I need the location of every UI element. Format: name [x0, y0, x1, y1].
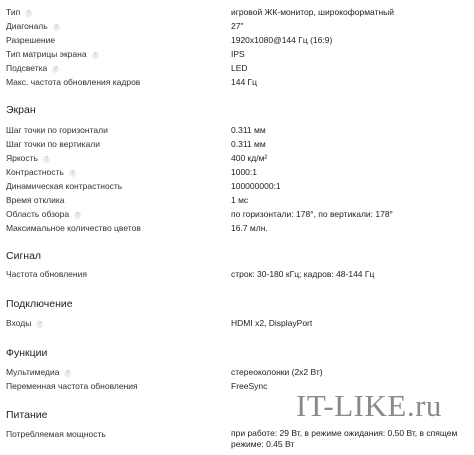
spec-value: строк: 30-180 кГц; кадров: 48-144 Гц [231, 269, 375, 279]
spec-value: стереоколонки (2x2 Вт) [231, 367, 323, 377]
spec-label: Динамическая контрастность [6, 181, 123, 191]
spec-row-v-pitch [6, 137, 474, 151]
help-icon[interactable]: ? [70, 170, 74, 176]
spec-label: Входы ? [6, 318, 42, 328]
spec-label: Контрастность ? [6, 167, 74, 177]
help-icon[interactable]: ? [54, 24, 58, 30]
spec-row-power-consumption [6, 427, 474, 451]
help-icon[interactable]: ? [38, 321, 42, 327]
spec-label: Разрешение [6, 35, 56, 45]
spec-row-inputs [6, 316, 474, 330]
spec-row-backlight [6, 61, 474, 75]
section-title-connection: Подключение [6, 298, 73, 310]
spec-value: 1000:1 [231, 167, 257, 177]
spec-row-max-refresh [6, 75, 474, 89]
spec-value: 400 кд/м² [231, 153, 268, 163]
spec-label: Тип ? [6, 7, 31, 17]
spec-label: Тип матрицы экрана ? [6, 49, 97, 59]
spec-row-dynamic-contrast [6, 179, 474, 193]
spec-value: 0.311 мм [231, 139, 266, 149]
help-icon[interactable]: ? [66, 370, 70, 376]
spec-label: Макс. частота обновления кадров [6, 77, 141, 87]
spec-value: 144 Гц [231, 77, 258, 87]
spec-row-type [6, 5, 474, 19]
spec-value: LED [231, 63, 248, 73]
spec-row-contrast [6, 165, 474, 179]
spec-label: Подсветка ? [6, 63, 58, 73]
help-icon[interactable]: ? [54, 66, 58, 72]
spec-row-matrix-type [6, 47, 474, 61]
help-icon[interactable]: ? [44, 156, 49, 162]
spec-row-refresh-rate [6, 267, 474, 281]
spec-label: Яркость ? [6, 153, 49, 163]
spec-value: 27" [231, 21, 244, 31]
spec-value: 1920x1080@144 Гц (16:9) [231, 35, 333, 45]
spec-value: HDMI x2, DisplayPort [231, 318, 313, 328]
section-title-screen: Экран [6, 104, 36, 116]
spec-row-h-pitch [6, 123, 474, 137]
spec-value: 16.7 млн. [231, 223, 268, 233]
spec-label: Время отклика [6, 195, 65, 205]
help-icon[interactable]: ? [93, 52, 97, 58]
spec-row-viewing-angle [6, 207, 474, 221]
spec-row-max-colors [6, 221, 474, 235]
spec-value: FreeSync [231, 381, 268, 391]
help-icon[interactable]: ? [76, 212, 80, 218]
spec-label: Потребляемая мощность [6, 429, 106, 439]
spec-row-resolution [6, 33, 474, 47]
section-title-signal: Сигнал [6, 250, 42, 262]
spec-label: Шаг точки по горизонтали [6, 125, 108, 135]
spec-row-brightness [6, 151, 474, 165]
spec-value: 0.311 мм [231, 125, 266, 135]
spec-row-response-time [6, 193, 474, 207]
spec-value: IPS [231, 49, 245, 59]
spec-value: 1 мс [231, 195, 249, 205]
spec-value: по горизонтали: 178°, по вертикали: 178° [231, 209, 393, 219]
spec-label: Переменная частота обновления [6, 381, 138, 391]
spec-row-multimedia [6, 365, 474, 379]
spec-row-diagonal [6, 19, 474, 33]
spec-label: Диагональ ? [6, 21, 58, 31]
help-icon[interactable]: ? [27, 10, 31, 16]
section-title-functions: Функции [6, 347, 48, 359]
spec-label: Максимальное количество цветов [6, 223, 141, 233]
spec-value: 100000000:1 [231, 181, 281, 191]
spec-label: Шаг точки по вертикали [6, 139, 100, 149]
spec-value: при работе: 29 Вт, в режиме ожидания: 0.50 Вт, в спящем режиме: 0.45 Вт [231, 428, 458, 449]
watermark-logo: IT-LIKE.ru [296, 388, 442, 423]
spec-label: Область обзора ? [6, 209, 80, 219]
spec-label: Частота обновления [6, 269, 87, 279]
spec-label: Мультимедиа ? [6, 367, 70, 377]
spec-value: игровой ЖК-монитор, широкоформатный [231, 7, 395, 17]
section-title-power: Питание [6, 409, 48, 421]
